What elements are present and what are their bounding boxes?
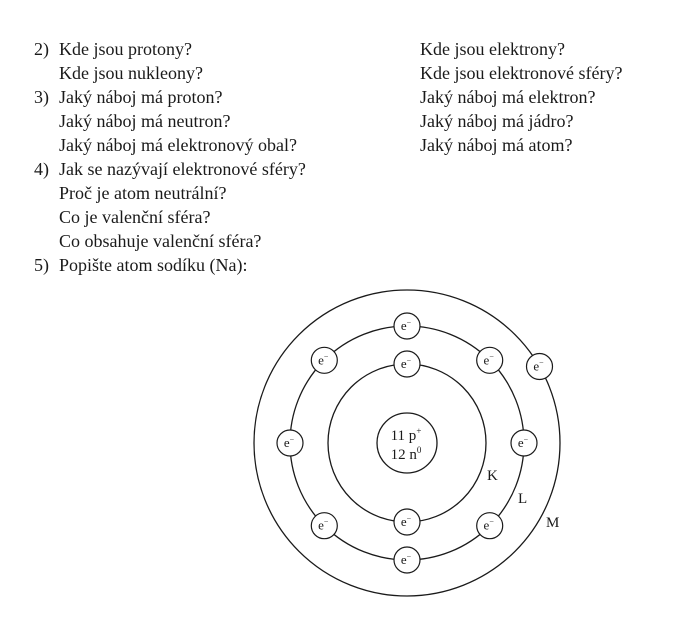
- proton-count: 11 p+: [390, 426, 422, 444]
- svg-text:e−: e−: [517, 435, 529, 450]
- question-4-line-1: Jak se nazývají elektronové sféry?: [59, 159, 306, 179]
- question-3-right-2: Jaký náboj má jádro?: [420, 111, 574, 131]
- shell-label-m: M: [546, 515, 560, 531]
- question-2-right-2: Kde jsou elektronové sféry?: [420, 63, 623, 83]
- question-3-line-2: Jaký náboj má neutron?: [59, 111, 231, 131]
- svg-text:e−: e−: [318, 517, 329, 533]
- question-3-line-3: Jaký náboj má elektronový obal?: [59, 135, 297, 155]
- question-3-right-3: Jaký náboj má atom?: [420, 135, 573, 155]
- question-3-line-1: Jaký náboj má proton?: [59, 87, 223, 107]
- question-4-line-3: Co je valenční sféra?: [59, 207, 211, 227]
- electron-shell-l-1: [394, 313, 420, 339]
- svg-text:e−: e−: [483, 517, 494, 533]
- question-2-line-2: Kde jsou nukleony?: [59, 63, 203, 83]
- svg-text:e−: e−: [318, 352, 329, 368]
- question-4-line-4: Co obsahuje valenční sféra?: [59, 231, 262, 251]
- question-3-right-1: Jaký náboj má elektron?: [420, 87, 596, 107]
- electron-shell-m-1: [527, 354, 553, 380]
- svg-text:e−: e−: [400, 514, 412, 529]
- svg-text:e−: e−: [400, 356, 412, 371]
- svg-text:e−: e−: [400, 552, 412, 567]
- svg-text:e−: e−: [283, 435, 295, 450]
- question-2-number: 2): [34, 39, 49, 59]
- electron-shell-l-8: [311, 347, 337, 373]
- question-4-line-2: Proč je atom neutrální?: [59, 183, 227, 203]
- question-5-line-1: Popište atom sodíku (Na):: [59, 255, 248, 275]
- svg-text:e−: e−: [400, 318, 412, 333]
- electron-shell-k-1: [394, 351, 420, 377]
- electron-shell-k-2: [394, 509, 420, 535]
- question-2-right-1: Kde jsou elektrony?: [420, 39, 565, 59]
- neutron-count: 12 $n^0$: [390, 445, 422, 463]
- question-3-number: 3): [34, 87, 49, 107]
- question-2-line-1: Kde jsou protony?: [59, 39, 192, 59]
- svg-text:e−: e−: [533, 358, 544, 374]
- electron-shell-l-3: [511, 430, 537, 456]
- shell-label-k: K: [487, 468, 498, 484]
- electron-shell-l-4: [477, 513, 503, 539]
- question-5-number: 5): [34, 255, 49, 275]
- question-4-number: 4): [34, 159, 49, 179]
- electron-shell-l-5: [394, 547, 420, 573]
- electron-shell-l-2: [477, 347, 503, 373]
- electron-shell-l-7: [277, 430, 303, 456]
- shell-label-l: L: [518, 491, 528, 507]
- nucleus: [377, 413, 437, 473]
- svg-text:e−: e−: [483, 352, 494, 368]
- electron-shell-l-6: [311, 513, 337, 539]
